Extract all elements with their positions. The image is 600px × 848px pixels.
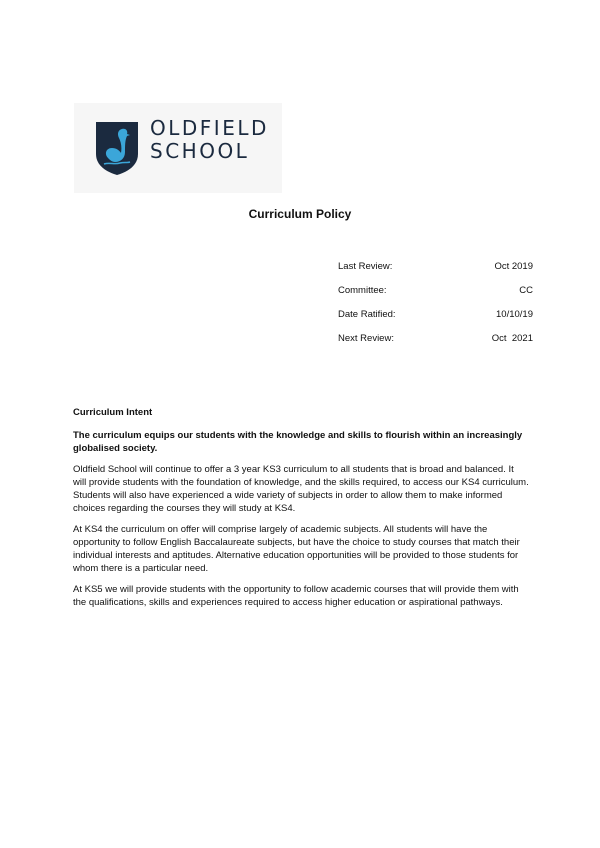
- paragraph-ks3: Oldfield School will continue to offer a 3 year KS3 curriculum to all students that is broad and balanced. It will provide students with the foundation of knowledge, and the skills required, to access our KS4 curriculum. Students will also have experienced a wide variety of subjects in order to allow them to make informed choices regarding the courses they will study at KS4.: [73, 464, 529, 514]
- review-label: Next Review:: [338, 333, 394, 344]
- review-row-date-ratified: [338, 309, 533, 333]
- curriculum-intent-section: [73, 406, 529, 617]
- wordmark-line-2: SCHOOL: [150, 139, 250, 163]
- review-label: Last Review:: [338, 261, 393, 272]
- swan-shield-icon: [94, 120, 140, 176]
- paragraph-ks5: At KS5 we will provide students with the opportunity to follow academic courses that will provide them with the qualifications, skills and experiences required to access higher education or aspirational pathways.: [73, 584, 519, 608]
- review-value: CC: [519, 285, 533, 296]
- school-wordmark: [150, 117, 269, 163]
- intent-lead-statement: The curriculum equips our students with the knowledge and skills to flourish within an increasingly globalised society.: [73, 430, 523, 454]
- review-label: Committee:: [338, 285, 387, 296]
- review-row-last-review: [338, 261, 533, 285]
- review-row-committee: [338, 285, 533, 309]
- review-value: Oct 2019: [494, 261, 533, 272]
- review-value: 10/10/19: [496, 309, 533, 320]
- section-heading: Curriculum Intent: [73, 407, 153, 418]
- review-table: [338, 261, 533, 357]
- review-label: Date Ratified:: [338, 309, 396, 320]
- paragraph-ks4: At KS4 the curriculum on offer will comprise largely of academic subjects. All students will have the opportunity to follow English Baccalaureate subjects, but have the choice to study courses that match their individual interests and aptitudes. Alternative education opportunities will be provided to those students for whom there is a particular need.: [73, 524, 520, 574]
- page-title: Curriculum Policy: [248, 207, 352, 221]
- review-value: Oct 2021: [491, 333, 533, 344]
- wordmark-line-1: OLDFIELD: [150, 116, 269, 140]
- school-logo: [74, 103, 282, 193]
- review-row-next-review: [338, 333, 533, 357]
